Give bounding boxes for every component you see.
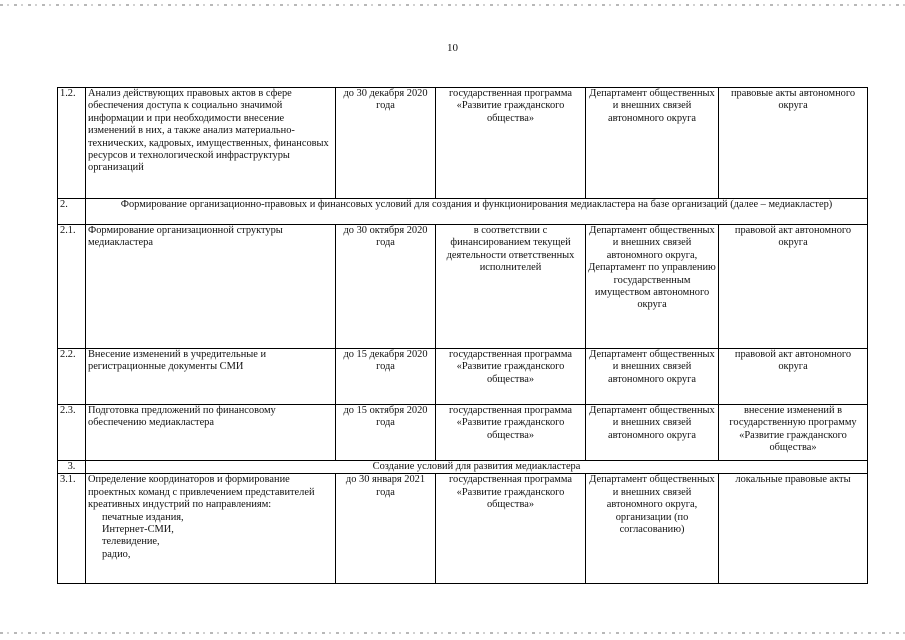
section-number: 3. [58,461,86,474]
item-number: 1.2. [58,88,86,199]
item-action-cell [86,474,336,584]
item-responsible: Департамент общественных и внешних связей автономного округа, Департамент по управлению государственным имуществом автономного округа [586,225,719,349]
page-number: 10 [447,42,458,54]
item-action: Подготовка предложений по финансовому обеспечению медиакластера [86,405,336,461]
item-result: правовые акты автономного округа [719,88,868,199]
item-funding: в соответствии с финансированием текущей деятельности ответственных исполнителей [436,225,586,349]
item-deadline: до 30 октября 2020 года [336,225,436,349]
item-action: Внесение изменений в учредительные и регистрационные документы СМИ [86,349,336,405]
item-funding: государственная программа «Развитие гражданского общества» [436,474,586,584]
item-funding: государственная программа «Развитие гражданского общества» [436,88,586,199]
scan-edge-top [0,4,905,6]
item-responsible: Департамент общественных и внешних связей автономного округа, организации (по согласованию) [586,474,719,584]
section-title: Создание условий для развития медиакластера [86,461,868,474]
direction-list-item: Интернет-СМИ, [102,524,174,536]
item-result: внесение изменений в государственную программу «Развитие гражданского общества» [719,405,868,461]
item-funding: государственная программа «Развитие гражданского общества» [436,349,586,405]
item-result: локальные правовые акты [719,474,868,584]
item-number: 3.1. [58,474,86,584]
item-responsible: Департамент общественных и внешних связей автономного округа [586,88,719,199]
item-deadline: до 30 января 2021 года [336,474,436,584]
item-number: 2.2. [58,349,86,405]
item-deadline: до 15 октября 2020 года [336,405,436,461]
scan-edge-bottom [0,632,905,634]
section-row-2 [58,199,868,225]
action-plan-table [57,87,868,584]
direction-list-item: печатные издания, [102,511,184,523]
item-result: правовой акт автономного округа [719,225,868,349]
item-deadline: до 15 декабря 2020 года [336,349,436,405]
table-row-2-2 [58,349,868,405]
item-action: Анализ действующих правовых актов в сфере обеспечения доступа к социально значимой информации и при необходимости внесение изменений в них, а также анализ материально-технических, кадровых, имущественных, финансовых ресурсов и технологической инфраструктуры организаций [86,88,336,199]
table-row-2-3 [58,405,868,461]
item-responsible: Департамент общественных и внешних связей автономного округа [586,349,719,405]
section-number: 2. [58,199,86,225]
item-number: 2.3. [58,405,86,461]
item-deadline: до 30 декабря 2020 года [336,88,436,199]
section-row-3 [58,461,868,474]
item-number: 2.1. [58,225,86,349]
section-title: Формирование организационно-правовых и финансовых условий для создания и функционирования медиакластера на базе организаций (далее – медиакластер) [86,199,868,225]
direction-list-item: радио, [102,548,131,560]
direction-list-item: телевидение, [102,536,160,548]
table-row-1-2 [58,88,868,199]
item-funding: государственная программа «Развитие гражданского общества» [436,405,586,461]
item-action: Определение координаторов и формирование проектных команд с привлечением представителей креативных индустрий по направлениям: [88,474,315,511]
item-action: Формирование организационной структуры медиакластера [86,225,336,349]
table-row-3-1 [58,474,868,584]
table-row-2-1 [58,225,868,349]
item-responsible: Департамент общественных и внешних связей автономного округа [586,405,719,461]
item-result: правовой акт автономного округа [719,349,868,405]
